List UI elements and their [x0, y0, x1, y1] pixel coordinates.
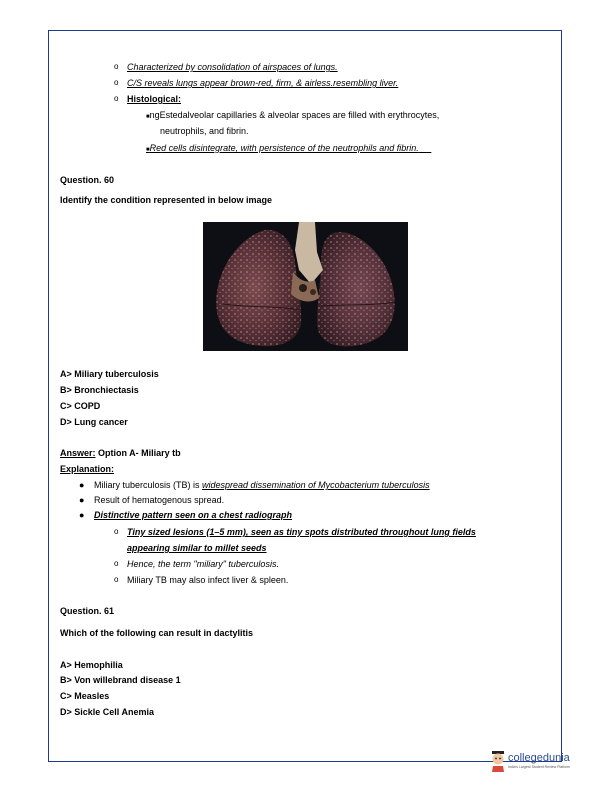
circle-bullet-icon: o	[114, 527, 119, 536]
histology-line-3: ■Red cells disintegrate, with persistence of the neutrophils and fibrin.	[146, 143, 419, 153]
option-d: D> Sickle Cell Anemia	[60, 707, 154, 717]
list-item: Histological:	[127, 94, 182, 104]
bullet-icon: ●	[79, 495, 85, 505]
circle-bullet-icon: o	[114, 78, 119, 87]
square-bullet-icon: ■	[146, 114, 150, 120]
question-prompt: Identify the condition represented in below image	[60, 195, 273, 205]
circle-bullet-icon: o	[114, 575, 119, 584]
lung-specimen-image	[203, 222, 408, 351]
sub-item-continued: appearing similar to millet seeds	[127, 543, 267, 553]
bullet-icon: ●	[79, 510, 85, 520]
circle-bullet-icon: o	[114, 62, 119, 71]
circle-bullet-icon: o	[114, 559, 119, 568]
collegedunia-logo: collegedunia India's Largest Student Review Platform	[490, 750, 585, 776]
sub-item: Hence, the term "miliary" tuberculosis.	[127, 559, 279, 569]
explanation-item: Miliary tuberculosis (TB) is widespread dissemination of Mycobacterium tuberculosis	[94, 480, 430, 490]
square-bullet-icon: ■	[146, 147, 150, 153]
list-item: Characterized by consolidation of airspaces of lungs.	[127, 62, 338, 72]
question-title: Question. 60	[60, 175, 115, 185]
option-c: C> COPD	[60, 401, 101, 411]
question-prompt: Which of the following can result in dactylitis	[60, 628, 254, 638]
answer-line: Answer: Option A- Miliary tb	[60, 448, 181, 458]
option-b: B> Bronchiectasis	[60, 385, 139, 395]
option-a: A> Hemophilia	[60, 660, 123, 670]
explanation-item: Distinctive pattern seen on a chest radiograph	[94, 510, 293, 520]
option-b: B> Von willebrand disease 1	[60, 675, 181, 685]
list-item: C/S reveals lungs appear brown-red, firm, & airless.resembling liver.	[127, 78, 399, 88]
option-a: A> Miliary tuberculosis	[60, 369, 159, 379]
question-title: Question. 61	[60, 606, 115, 616]
option-c: C> Measles	[60, 691, 110, 701]
option-d: D> Lung cancer	[60, 417, 128, 427]
bullet-icon: ●	[79, 480, 85, 490]
histology-line-2: neutrophils, and fibrin.	[160, 126, 249, 136]
mascot-icon	[490, 750, 506, 772]
explanation-label: Explanation:	[60, 464, 115, 474]
page-border	[48, 30, 562, 762]
sub-item: Miliary TB may also infect liver & spleen.	[127, 575, 289, 585]
sub-item: Tiny sized lesions (1–5 mm), seen as tiny spots distributed throughout lung fields	[127, 527, 476, 537]
explanation-item: Result of hematogenous spread.	[94, 495, 225, 505]
circle-bullet-icon: o	[114, 94, 119, 103]
histology-line-1: ■ngEstedalveolar capillaries & alveolar spaces are filled with erythrocytes,	[146, 110, 440, 120]
